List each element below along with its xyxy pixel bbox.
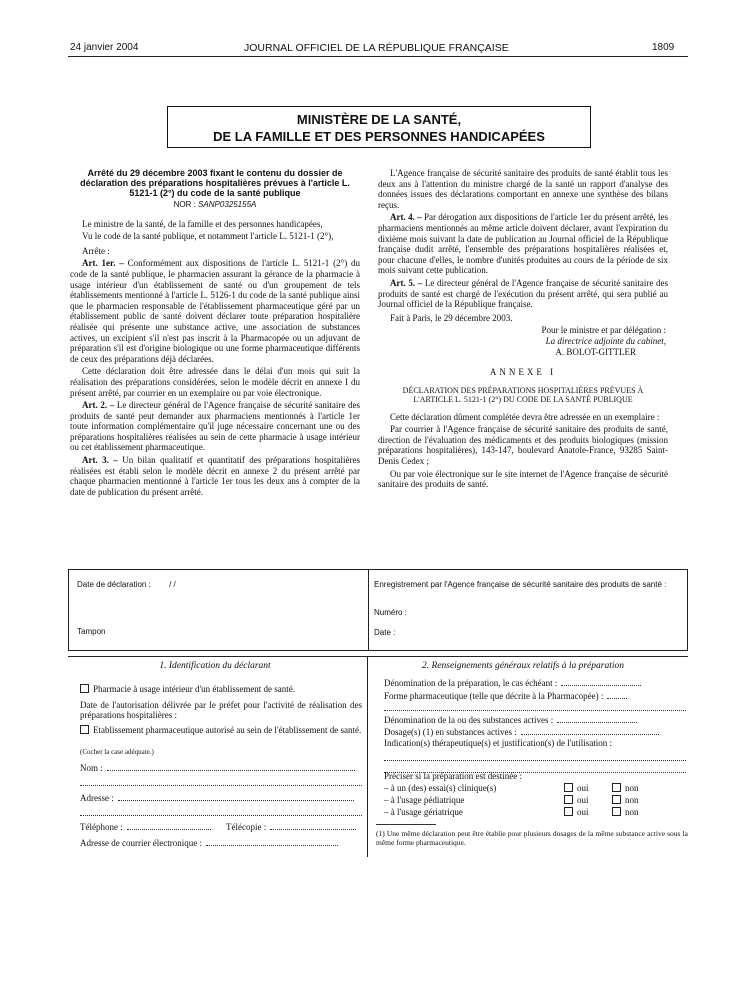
section-1-title: 1. Identification du déclarant xyxy=(159,661,271,671)
stamp-label: Tampon xyxy=(77,627,106,636)
oui-label: oui xyxy=(577,795,589,805)
substances-field[interactable] xyxy=(384,714,637,725)
address-label: Adresse : xyxy=(80,793,114,803)
dosage-footnote: (1) Une même déclaration peut être établie pour plusieurs dosages de la même substance active sous la même forme pharmaceutique. xyxy=(376,829,688,847)
authorization-date-label: Date de l'autorisation délivrée par le préfet pour l'activité de réalisation des préparations hospitalières : xyxy=(80,700,362,720)
oui-label: oui xyxy=(577,807,589,817)
etab-checkbox[interactable] xyxy=(80,725,89,734)
signature-name: A. BOLOT-GITTLER xyxy=(555,346,636,357)
nor-value: SANP0325155A xyxy=(198,200,257,209)
geriatric-oui[interactable] xyxy=(564,807,589,817)
registration-number-field[interactable]: Numéro : xyxy=(374,608,407,617)
clinical-trial-label: – à un (des) essai(s) clinique(s) xyxy=(384,783,497,793)
denomination-field[interactable] xyxy=(384,677,641,688)
article-2-text: Le directeur général de l'Agence française de sécurité sanitaire des produits de santé peut demander aux pharmaciens mentionnés à l'article 1er toute information complémentaire qu'il juge nécessaire concernant une ou des préparations hospitalières réalisées au sein de cette pharmacie à usage intérieur ou cet établissement pharmaceutique. xyxy=(70,400,360,453)
header-date: 24 janvier 2004 xyxy=(70,42,139,53)
geriatric-oui-checkbox[interactable] xyxy=(564,807,573,816)
article-4-label: Art. 4. – xyxy=(390,212,422,223)
decree-vu: Vu le code de la santé publique, et notamment l'article L. 5121-1 (2°), xyxy=(82,231,334,242)
email-label: Adresse de courrier électronique : xyxy=(80,838,202,848)
geriatric-non[interactable] xyxy=(612,807,639,817)
fax-label: Télécopie : xyxy=(226,822,267,832)
pediatric-non-checkbox[interactable] xyxy=(612,795,621,804)
article-3-text: Un bilan qualitatif et quantitatif des préparations hospitalières réalisées est établi selon le modèle décrit en annexe 2 du présent arrêté par chaque pharmacien mentionné à l'article 1er tous les deux ans à compter de la date de publication du présent arrêté. xyxy=(70,455,360,497)
denomination-label: Dénomination de la préparation, le cas échéant : xyxy=(384,678,558,688)
name-continuation xyxy=(80,777,362,788)
article-5-text: Le directeur général de l'Agence française de sécurité sanitaire des produits de santé est chargé de l'exécution du présent arrêté, qui sera publié au Journal officiel de la République française. xyxy=(378,277,668,310)
article-3-label: Art. 3. – xyxy=(82,455,118,466)
article-4 xyxy=(378,212,668,276)
denomination-dotted-line xyxy=(561,677,641,686)
pediatric-oui[interactable] xyxy=(564,795,589,805)
signature-place-date: Fait à Paris, le 29 décembre 2003. xyxy=(390,312,513,323)
annexe-paragraph-3: Ou par voie électronique sur le site internet de l'Agence française de sécurité sanitaire des produits de santé. xyxy=(378,468,668,490)
dosage-field[interactable] xyxy=(384,726,659,737)
address-dotted-line-2 xyxy=(80,807,362,816)
indication-label: Indication(s) thérapeutique(s) et justification(s) de l'utilisation : xyxy=(384,738,613,748)
sections-divider xyxy=(367,657,368,857)
article-4-text: Par dérogation aux dispositions de l'article 1er du présent arrêté, les pharmaciens mentionnés au même article doivent déclarer, avant l'expiration du dixième mois suivant la date de publication au Journal officiel de la République française dudit arrêté, l'ensemble des préparations hospitalières réalisées et, pour chacune d'elles, le nombre d'unités produites au cours de la période de six mois suivant cette publication. xyxy=(378,212,668,276)
section-2-title: 2. Renseignements généraux relatifs à la préparation xyxy=(421,661,625,671)
article-2-label: Art. 2. – xyxy=(82,400,115,411)
article-2 xyxy=(70,400,360,453)
indication-field[interactable] xyxy=(384,738,612,748)
phone-field[interactable] xyxy=(80,821,211,832)
pui-label: Pharmacie à usage intérieur d'un établissement de santé. xyxy=(93,684,296,694)
decree-nor xyxy=(70,200,360,211)
oui-label: oui xyxy=(577,783,589,793)
non-label: non xyxy=(625,807,639,817)
pharma-form-dotted-line xyxy=(607,690,627,699)
article-1-text: Conformément aux dispositions de l'article L. 5121-1 (2°) du code de la santé publique, le pharmacien assurant la gérance de la pharmacie à usage intérieur d'un établissement de santé ou d'un groupement de tels établissements mentionné à l'article L. 5126-1 du code de la santé publique ainsi que le pharmacien responsable de l'établissement pharmaceutique géré par un établissement public de santé doivent déclarer toute préparation hospitalière réalisée qui présente une substance active, une association de substances actives, un excipient s'il n'est pas inscrit à la Pharmacopée ou un adjuvant de préparation s'il est d'origine biologique ou une forme pharmaceutique différents de ceux des préparations déjà déclarées. xyxy=(70,258,360,364)
pharma-form-dotted-line-2 xyxy=(384,702,686,711)
header-journal-title: JOURNAL OFFICIEL DE LA RÉPUBLIQUE FRANÇAISE xyxy=(244,42,509,54)
article-5-label: Art. 5. – xyxy=(390,277,423,288)
footnote-rule xyxy=(376,824,436,825)
fax-dotted-line xyxy=(270,821,356,830)
ministry-line-2: DE LA FAMILLE ET DES PERSONNES HANDICAPÉES xyxy=(213,129,545,144)
article-5 xyxy=(378,278,668,310)
article-3 xyxy=(70,455,360,497)
article-1 xyxy=(70,258,360,364)
article-1-paragraph-2: Cette déclaration doit être adressée dans le délai d'un mois qui suit la réalisation des préparations considérées, selon le modèle décrit en annexe I du présent arrêté, par courrier en un exemplaire ou par voie électronique. xyxy=(70,366,360,398)
check-instruction: (Cocher la case adéquate.) xyxy=(80,748,154,756)
phone-label: Téléphone : xyxy=(80,822,123,832)
right-column xyxy=(378,168,668,492)
header-page-number: 1809 xyxy=(652,42,675,53)
form-divider xyxy=(368,570,369,650)
signature-block xyxy=(378,325,668,357)
address-continuation xyxy=(80,807,362,818)
decree-title: Arrêté du 29 décembre 2003 fixant le contenu du dossier de déclaration des préparations hospitalières prévues à l'article L. 5121-1 (2°) du code de la santé publique xyxy=(80,168,350,198)
article-1-label: Art. 1er. – xyxy=(82,258,124,269)
address-dotted-line xyxy=(118,792,354,801)
ministry-line-1: MINISTÈRE DE LA SANTÉ, xyxy=(296,112,462,127)
pediatric-non[interactable] xyxy=(612,795,639,805)
clinical-trial-oui[interactable] xyxy=(564,783,589,793)
name-dotted-line xyxy=(107,762,355,771)
indication-dotted-line xyxy=(384,752,686,761)
dosage-label: Dosage(s) (1) en substances actives : xyxy=(384,727,517,737)
dosage-dotted-line xyxy=(521,726,659,735)
destination-label: Préciser si la préparation est destinée : xyxy=(384,771,522,781)
registration-date-field[interactable]: Date : xyxy=(374,628,396,637)
signature-delegation: Pour le ministre et par délégation : xyxy=(541,325,666,336)
annexe-paragraph-2: Par courrier à l'Agence française de sécurité sanitaire des produits de santé, direction de l'évaluation des médicaments et des produits biologiques (mission préparations hospitalières), 143-147, boulevard Anatole-France, 93285 Saint-Denis Cedex ; xyxy=(378,424,668,467)
annexe-subtitle: DÉCLARATION DES PRÉPARATIONS HOSPITALIÈRES PRÉVUES À L'ARTICLE L. 5121-1 (2°) DU CODE DE LA SANTÉ PUBLIQUE xyxy=(402,385,644,404)
pediatric-oui-checkbox[interactable] xyxy=(564,795,573,804)
left-column xyxy=(70,168,360,499)
pui-checkbox-row[interactable] xyxy=(80,684,295,694)
non-label: non xyxy=(625,795,639,805)
form-bottom-rule xyxy=(68,656,688,657)
pharma-form-label: Forme pharmaceutique (telle que décrite à la Pharmacopée) : xyxy=(384,691,604,701)
email-field[interactable] xyxy=(80,837,338,848)
agency-registration-label: Enregistrement par l'Agence française de sécurité sanitaire des produits de santé : xyxy=(374,580,667,589)
declaration-date-field[interactable] xyxy=(77,580,176,589)
phone-dotted-line xyxy=(127,821,211,830)
indication-continuation xyxy=(384,752,686,763)
clinical-trial-oui-checkbox[interactable] xyxy=(564,783,573,792)
signature-role: La directrice adjointe du cabinet, xyxy=(545,335,666,346)
clinical-trial-non[interactable] xyxy=(612,783,639,793)
clinical-trial-non-checkbox[interactable] xyxy=(612,783,621,792)
header-rule xyxy=(68,56,688,57)
pediatric-label: – à l'usage pédiatrique xyxy=(384,795,465,805)
non-label: non xyxy=(625,783,639,793)
etab-checkbox-row[interactable] xyxy=(80,725,362,735)
agency-report-paragraph: L'Agence française de sécurité sanitaire des produits de santé établit tous les deux ans à l'attention du ministre chargé de la santé un rapport d'analyse des données issues des déclarations comportant en annexe une synthèse des bilans reçus. xyxy=(378,168,668,210)
name-label: Nom : xyxy=(80,763,103,773)
annexe-paragraph-1: Cette déclaration dûment complétée devra être adressée en un exemplaire : xyxy=(390,411,660,422)
substances-label: Dénomination de la ou des substances actives : xyxy=(384,715,554,725)
annexe-title: ANNEXE I xyxy=(489,367,557,378)
nor-label: NOR : xyxy=(173,200,196,209)
etab-label: Etablissement pharmaceutique autorisé au sein de l'établissement de santé. xyxy=(93,725,362,735)
email-dotted-line xyxy=(206,837,338,846)
fax-field[interactable] xyxy=(226,821,356,832)
pharma-form-continuation xyxy=(384,702,686,713)
address-field[interactable] xyxy=(80,792,354,803)
substances-dotted-line xyxy=(557,714,637,723)
pharma-form-field[interactable] xyxy=(384,690,627,701)
geriatric-label: – à l'usage gériatrique xyxy=(384,807,463,817)
declaration-form-box xyxy=(68,569,688,651)
geriatric-non-checkbox[interactable] xyxy=(612,807,621,816)
pui-checkbox[interactable] xyxy=(80,684,89,693)
name-dotted-line-2 xyxy=(80,777,362,786)
decree-arrete: Arrête : xyxy=(82,245,110,256)
declaration-date-label: Date de déclaration : xyxy=(77,580,151,589)
name-field[interactable] xyxy=(80,762,355,773)
decree-intro: Le ministre de la santé, de la famille et des personnes handicapées, xyxy=(82,218,323,229)
ministry-box xyxy=(167,106,591,148)
declaration-date-slashes: / / xyxy=(169,580,176,589)
